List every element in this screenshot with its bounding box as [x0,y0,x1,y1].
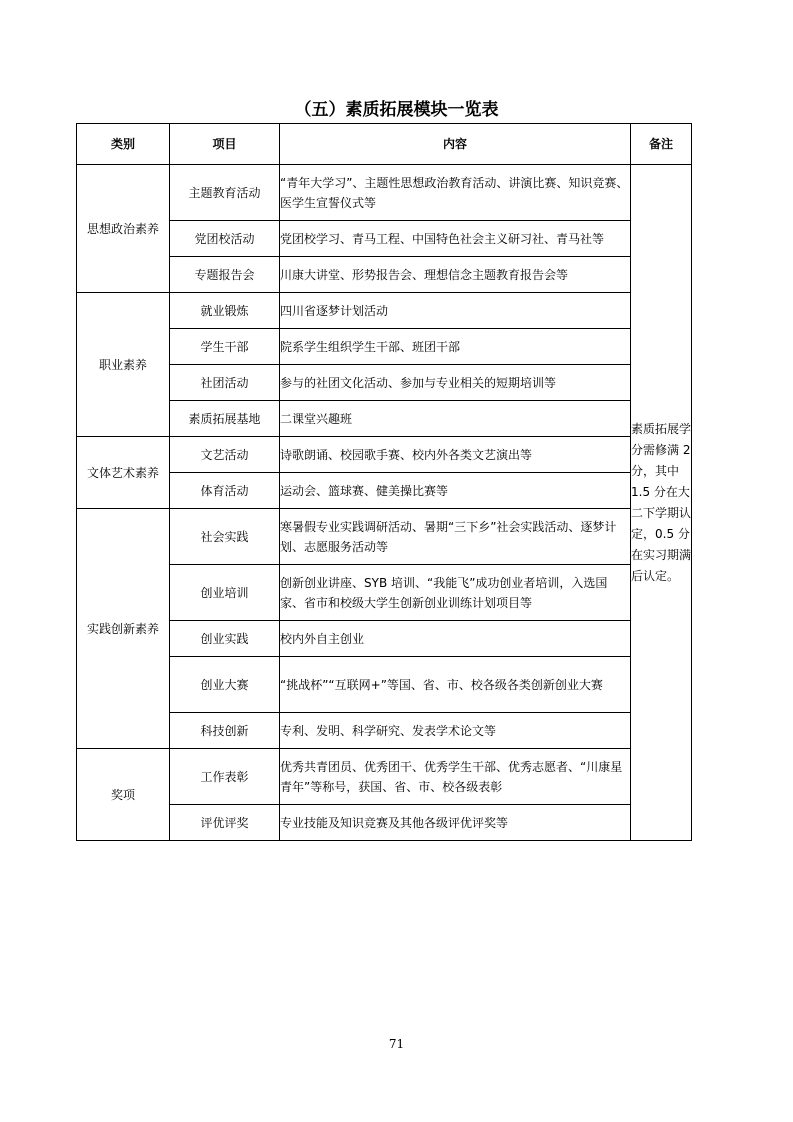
table-row [77,165,692,221]
content-cell: 诗歌朗诵、校园歌手赛、校内外各类文艺演出等 [280,437,631,473]
table-row [77,509,692,565]
item-cell: 创业大赛 [170,657,280,713]
table-row [77,257,692,293]
content-cell: 创新创业讲座、SYB 培训、“我能飞”成功创业者培训，入选国家、省市和校级大学生创新创业训练计划项目等 [280,565,631,621]
category-cell: 文体艺术素养 [77,437,170,509]
content-cell: 专业技能及知识竞赛及其他各级评优评奖等 [280,805,631,841]
table-row [77,365,692,401]
table-row [77,621,692,657]
content-cell: 校内外自主创业 [280,621,631,657]
category-cell: 职业素养 [77,293,170,437]
header-item: 项目 [170,124,280,165]
item-cell: 文艺活动 [170,437,280,473]
category-cell: 奖项 [77,749,170,841]
item-cell: 创业实践 [170,621,280,657]
content-cell: 川康大讲堂、形势报告会、理想信念主题教育报告会等 [280,257,631,293]
item-cell: 主题教育活动 [170,165,280,221]
table-row [77,293,692,329]
content-cell: 专利、发明、科学研究、发表学术论文等 [280,713,631,749]
table-title: （五）素质拓展模块一览表 [294,100,499,120]
header-category: 类别 [77,124,170,165]
content-cell: 院系学生组织学生干部、班团干部 [280,329,631,365]
table-row [77,713,692,749]
item-cell: 党团校活动 [170,221,280,257]
content-cell: 二课堂兴趣班 [280,401,631,437]
item-cell: 工作表彰 [170,749,280,805]
table-row [77,329,692,365]
item-cell: 社团活动 [170,365,280,401]
item-cell: 专题报告会 [170,257,280,293]
item-cell: 就业锻炼 [170,293,280,329]
table-row [77,401,692,437]
content-cell: 党团校学习、青马工程、中国特色社会主义研习社、青马社等 [280,221,631,257]
table-row [77,805,692,841]
item-cell: 科技创新 [170,713,280,749]
content-cell: 运动会、篮球赛、健美操比赛等 [280,473,631,509]
category-cell: 思想政治素养 [77,165,170,293]
content-cell: 寒暑假专业实践调研活动、暑期“三下乡”社会实践活动、逐梦计划、志愿服务活动等 [280,509,631,565]
table-row [77,221,692,257]
note-cell: 素质拓展学分需修满 2 分，其中 1.5 分在大二下学期认定，0.5 分在实习期满后认定。 [631,165,692,841]
table-row [77,749,692,805]
table-header-row [77,124,692,165]
item-cell: 社会实践 [170,509,280,565]
item-cell: 体育活动 [170,473,280,509]
item-cell: 评优评奖 [170,805,280,841]
content-cell: 优秀共青团员、优秀团干、优秀学生干部、优秀志愿者、“川康星青年”等称号，获国、省、市、校各级表彰 [280,749,631,805]
content-cell: 参与的社团文化活动、参加与专业相关的短期培训等 [280,365,631,401]
content-cell: “挑战杯”“互联网+”等国、省、市、校各级各类创新创业大赛 [280,657,631,713]
item-cell: 素质拓展基地 [170,401,280,437]
content-cell: 四川省逐梦计划活动 [280,293,631,329]
table-row [77,565,692,621]
item-cell: 学生干部 [170,329,280,365]
content-cell: “青年大学习”、主题性思想政治教育活动、讲演比赛、知识竞赛、医学生宣誓仪式等 [280,165,631,221]
item-cell: 创业培训 [170,565,280,621]
page-number: 71 [388,1037,405,1051]
category-cell: 实践创新素养 [77,509,170,749]
quality-module-table [76,123,692,841]
header-note: 备注 [631,124,692,165]
header-content: 内容 [280,124,631,165]
table-row [77,437,692,473]
table-row [77,657,692,713]
table-row [77,473,692,509]
